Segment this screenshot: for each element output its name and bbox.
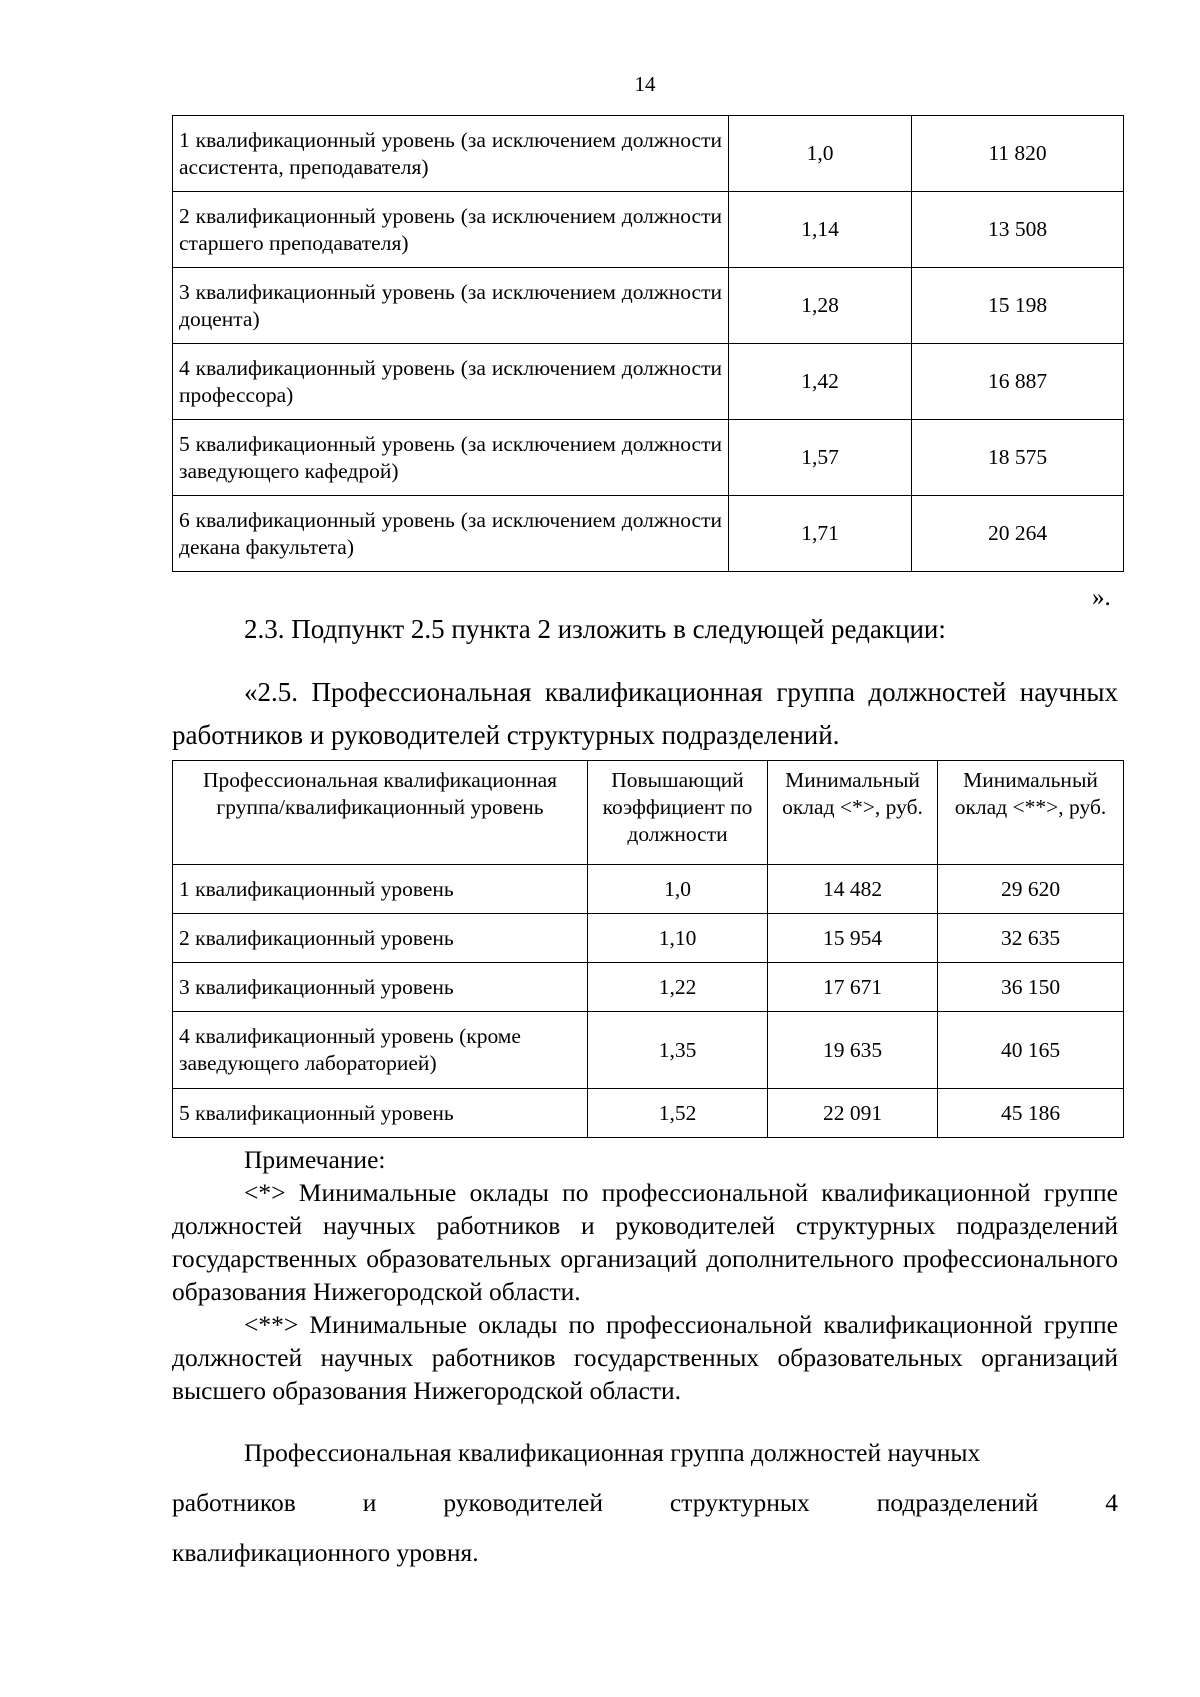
salary-cell: 20 264 bbox=[912, 496, 1124, 572]
table-row bbox=[173, 1012, 1124, 1089]
coefficient-cell: 1,52 bbox=[588, 1089, 768, 1138]
closing-word: структурных bbox=[669, 1488, 810, 1517]
level-cell: 1 квалификационный уровень bbox=[173, 865, 588, 914]
table-row bbox=[173, 496, 1124, 572]
salary-cell: 29 620 bbox=[938, 865, 1124, 914]
coefficient-cell: 1,22 bbox=[588, 963, 768, 1012]
salary-cell: 14 482 bbox=[768, 865, 938, 914]
section-heading-line1: «2.5. Профессиональная квалификационная группа должностей научных bbox=[244, 677, 1118, 707]
closing-word: работников bbox=[172, 1488, 296, 1517]
level-cell: 1 квалификационный уровень (за исключением должности ассистента, преподавателя) bbox=[173, 116, 729, 192]
column-header: Повышающий коэффициент по должности bbox=[588, 761, 768, 865]
level-cell: 2 квалификационный уровень (за исключением должности старшего преподавателя) bbox=[173, 192, 729, 268]
coefficient-cell: 1,0 bbox=[588, 865, 768, 914]
closing-paragraph bbox=[172, 1428, 1118, 1578]
table-row bbox=[173, 344, 1124, 420]
closing-line3: квалификационного уровня. bbox=[172, 1538, 479, 1567]
table-row bbox=[173, 420, 1124, 496]
salary-cell: 15 198 bbox=[912, 268, 1124, 344]
salary-cell: 45 186 bbox=[938, 1089, 1124, 1138]
level-cell: 4 квалификационный уровень (кроме заведующего лабораторией) bbox=[173, 1012, 588, 1089]
salary-table-teaching-staff bbox=[172, 115, 1124, 572]
note-double-asterisk: <**> Минимальные оклады по профессиональной квалификационной группе должностей научных работников государственных образовательных организаций высшего образования Нижегородской области. bbox=[172, 1310, 1118, 1405]
notes-section bbox=[172, 1143, 1118, 1407]
salary-cell: 22 091 bbox=[768, 1089, 938, 1138]
salary-cell: 40 165 bbox=[938, 1012, 1124, 1089]
coefficient-cell: 1,42 bbox=[729, 344, 912, 420]
notes-title: Примечание: bbox=[244, 1145, 386, 1174]
coefficient-cell: 1,71 bbox=[729, 496, 912, 572]
salary-cell: 16 887 bbox=[912, 344, 1124, 420]
column-header: Минимальный оклад <*>, руб. bbox=[768, 761, 938, 865]
level-cell: 6 квалификационный уровень (за исключением должности декана факультета) bbox=[173, 496, 729, 572]
salary-cell: 15 954 bbox=[768, 914, 938, 963]
closing-quote: ». bbox=[1092, 584, 1111, 611]
coefficient-cell: 1,57 bbox=[729, 420, 912, 496]
salary-cell: 18 575 bbox=[912, 420, 1124, 496]
section-heading-line2: работников и руководителей структурных подразделений. bbox=[172, 720, 840, 750]
closing-word: руководителей bbox=[443, 1488, 603, 1517]
amendment-paragraph: 2.3. Подпункт 2.5 пункта 2 изложить в следующей редакции: bbox=[244, 614, 946, 644]
closing-word: и bbox=[362, 1488, 377, 1517]
table-row bbox=[173, 116, 1124, 192]
salary-cell: 19 635 bbox=[768, 1012, 938, 1089]
salary-table-research-staff bbox=[172, 760, 1124, 1138]
page-number: 14 bbox=[634, 72, 656, 96]
level-cell: 3 квалификационный уровень bbox=[173, 963, 588, 1012]
coefficient-cell: 1,35 bbox=[588, 1012, 768, 1089]
level-cell: 5 квалификационный уровень (за исключением должности заведующего кафедрой) bbox=[173, 420, 729, 496]
level-cell: 3 квалификационный уровень (за исключением должности доцента) bbox=[173, 268, 729, 344]
table-row bbox=[173, 865, 1124, 914]
coefficient-cell: 1,28 bbox=[729, 268, 912, 344]
column-header: Профессиональная квалификационная группа/квалификационный уровень bbox=[173, 761, 588, 865]
closing-word: подразделений bbox=[876, 1488, 1039, 1517]
note-single-asterisk: <*> Минимальные оклады по профессиональной квалификационной группе должностей научных работников и руководителей структурных подразделений государственных образовательных организаций дополнительного профессионального образования Нижегородской области. bbox=[172, 1178, 1118, 1306]
table-row bbox=[173, 1089, 1124, 1138]
table-header-row bbox=[173, 761, 1124, 865]
salary-cell: 11 820 bbox=[912, 116, 1124, 192]
salary-cell: 13 508 bbox=[912, 192, 1124, 268]
table-row bbox=[173, 914, 1124, 963]
column-header: Минимальный оклад <**>, руб. bbox=[938, 761, 1124, 865]
salary-cell: 17 671 bbox=[768, 963, 938, 1012]
level-cell: 4 квалификационный уровень (за исключением должности профессора) bbox=[173, 344, 729, 420]
closing-line2 bbox=[172, 1478, 1118, 1528]
table-row bbox=[173, 192, 1124, 268]
salary-cell: 32 635 bbox=[938, 914, 1124, 963]
closing-line1: Профессиональная квалификационная группа должностей научных bbox=[244, 1438, 981, 1467]
coefficient-cell: 1,14 bbox=[729, 192, 912, 268]
closing-word: 4 bbox=[1105, 1488, 1118, 1517]
level-cell: 5 квалификационный уровень bbox=[173, 1089, 588, 1138]
level-cell: 2 квалификационный уровень bbox=[173, 914, 588, 963]
table-row bbox=[173, 963, 1124, 1012]
table-row bbox=[173, 268, 1124, 344]
coefficient-cell: 1,0 bbox=[729, 116, 912, 192]
salary-cell: 36 150 bbox=[938, 963, 1124, 1012]
coefficient-cell: 1,10 bbox=[588, 914, 768, 963]
